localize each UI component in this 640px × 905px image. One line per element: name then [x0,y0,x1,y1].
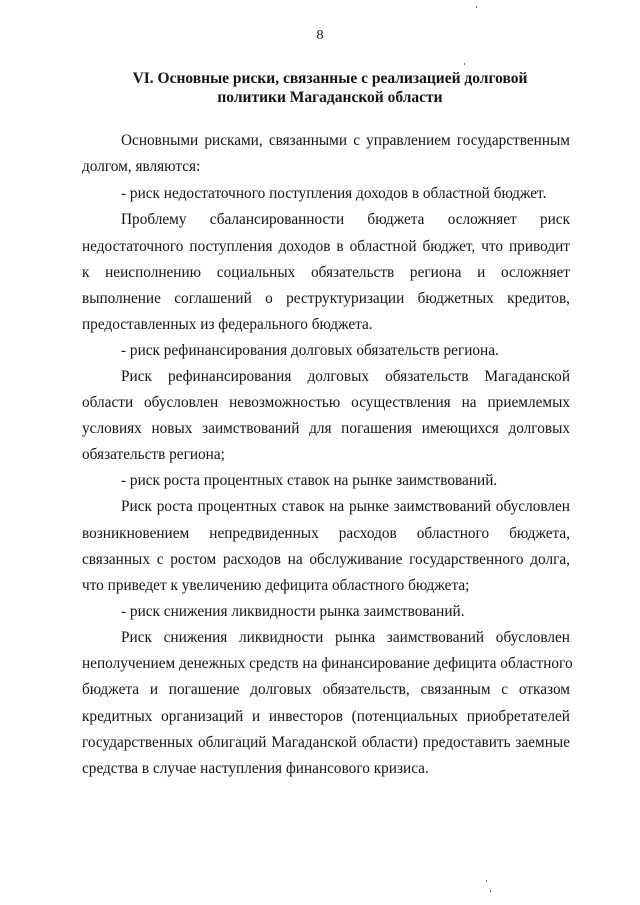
page-number: 8 [316,28,324,43]
text-line: возникновением непредвиденных расходов областного бюджета, [82,525,570,542]
text-line: недостаточного поступления доходов в областной бюджет, что приводит [82,238,570,255]
risk-item-heading: - риск снижения ликвидности рынка заимствований. [121,603,465,620]
section-heading-line-2: политики Магаданской области [217,89,443,106]
scan-speck [486,880,487,882]
risk-item-heading: - риск недостаточного поступления доходов в областной бюджет. [121,185,547,202]
text-line: бюджета и погашение долговых обязательств, связанным с отказом [82,681,570,698]
section-heading-line-1: VI. Основные риски, связанные с реализацией долговой [132,70,528,87]
text-line: Риск рефинансирования долговых обязательств Магаданской [121,368,570,385]
text-line: условиях новых заимствований для погашения имеющихся долговых [82,420,570,437]
risk-item-heading: - риск роста процентных ставок на рынке заимствований. [121,472,498,489]
text-line: кредитных организаций и инвесторов (потенциальных приобретателей [82,708,570,725]
text-line: что приведет к увеличению дефицита областного бюджета; [82,577,470,594]
text-line: неполучением денежных средств на финансирование дефицита областного [82,655,573,672]
text-line: к неисполнению социальных обязательств региона и осложняет [82,264,570,281]
text-line: обязательств региона; [82,446,225,463]
text-line: средства в случае наступления финансового кризиса. [82,760,429,777]
text-line: предоставленных из федерального бюджета. [82,316,373,333]
text-line: долгом, являются: [82,158,201,175]
scan-speck [476,6,477,8]
text-line: Основными рисками, связанными с управлением государственным [121,132,570,149]
scan-speck [490,890,491,892]
text-line: Риск роста процентных ставок на рынке заимствований обусловлен [121,498,570,515]
text-line: Риск снижения ликвидности рынка заимствований обусловлен [121,629,570,646]
text-line: выполнение соглашений о реструктуризации бюджетных кредитов, [82,290,570,307]
text-line: связанных с ростом расходов на обслуживание государственного долга, [82,551,570,568]
text-line: Проблему сбалансированности бюджета осложняет риск [121,211,570,228]
text-line: государственных облигаций Магаданской области) предоставить заемные [82,734,570,751]
text-line: области обусловлен невозможностью осуществления на приемлемых [82,394,570,411]
scan-speck [464,63,465,65]
risk-item-heading: - риск рефинансирования долговых обязательств региона. [121,342,499,359]
